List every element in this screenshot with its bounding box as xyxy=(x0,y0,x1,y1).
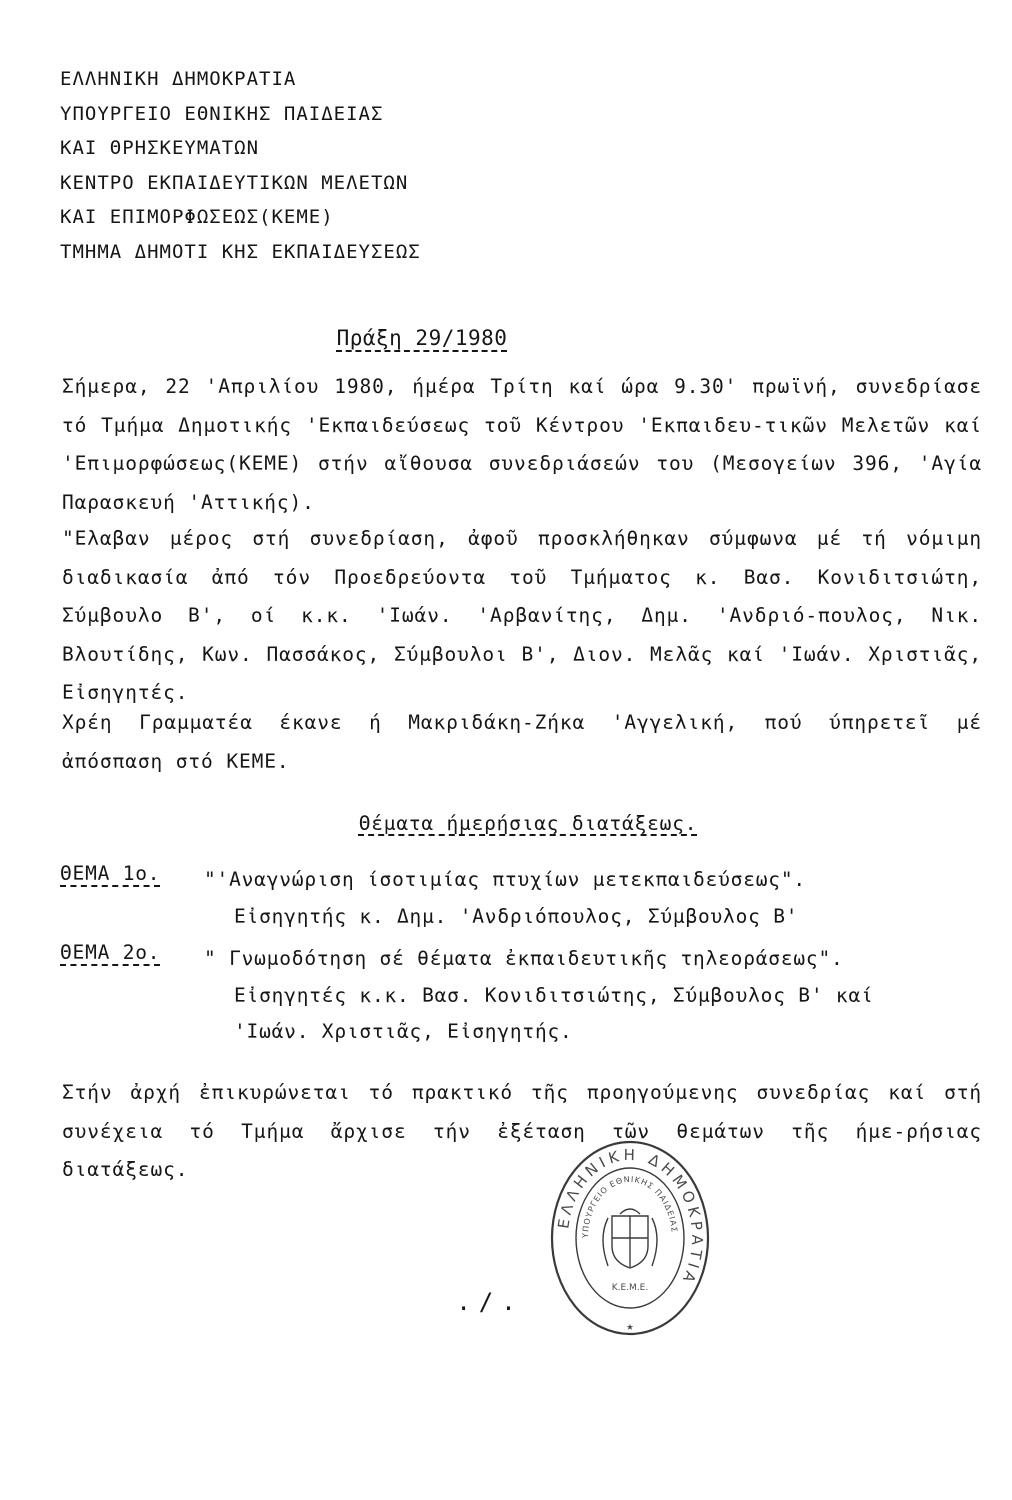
agenda-heading: Θέματα ήμερήσιας διατάξεως. xyxy=(358,812,698,835)
letterhead xyxy=(60,62,421,269)
topic-title: " Γνωμοδότηση σέ θέματα ἐκπαιδευτικῆς τηλεοράσεως". xyxy=(204,947,844,970)
star-icon: ★ xyxy=(626,1319,634,1333)
letterhead-line: ΚΑΙ ΕΠΙΜΟΡΦΩΣΕΩΣ(ΚΕΜΕ) xyxy=(60,206,334,228)
topic-body xyxy=(204,862,974,935)
topic-rapporteur: Εἰσηγητές κ.κ. Βασ. Κονιδιτσιώτης, Σύμβουλος Β' καί xyxy=(234,983,874,1007)
topic-body xyxy=(204,941,974,1051)
letterhead-line: ΤΜΗΜΑ ΔΗΜΟΤΙ ΚΗΣ ΕΚΠΑΙΔΕΥΣΕΩΣ xyxy=(60,240,421,263)
topic-rapporteur: Εἰσηγητής κ. Δημ. 'Ανδριόπουλος, Σύμβουλος Β' xyxy=(234,904,799,928)
paragraph-secretary: Χρέη Γραμματέα έκανε ή Μακριδάκη-Ζήκα 'Αγγελική, πού ύπηρετεῖ μέ ἀπόσπαση στό ΚΕΜΕ. xyxy=(62,711,982,773)
stamp-bottom-text: Κ.Ε.Μ.Ε. xyxy=(611,1283,649,1293)
stamp-inner-text: ΥΠΟΥΡΓΕΙΟ ΕΘΝΙΚΗΣ ΠΑΙΔΕΙΑΣ xyxy=(580,1174,679,1239)
stamp-seal-icon xyxy=(548,1138,712,1338)
letterhead-line: ΕΛΛΗΝΙΚΗ ΔΗΜΟΚΡΑΤΙΑ xyxy=(60,68,297,90)
topic-title: "'Αναγνώριση ίσοτιμίας πτυχίων μετεκπαιδεύσεως". xyxy=(204,868,806,891)
page-continuation-marker: ./. xyxy=(456,1288,524,1316)
paragraph-attendees: "Ελαβαν μέρος στή συνεδρίαση, ἀφοῦ προσκλήθηκαν σύμφωνα μέ τή νόμιμη διαδικασία ἀπό τόν Προεδρεύοντα τοῦ Τμήματος κ. Βασ. Κονιδιτσιώτη, Σύμβουλο Β', οί κ.κ. 'Ιωάν. 'Αρβανίτης, Δημ. 'Ανδριό-πουλος, Νικ. Βλουτίδης, Κων. Πασσάκος, Σύμβουλοι Β', Διον. Μελᾶς καί 'Ιωάν. Χριστιᾶς, Εἰσηγητές. xyxy=(62,527,982,704)
letterhead-line: ΥΠΟΥΡΓΕΙΟ ΕΘΝΙΚΗΣ ΠΑΙΔΕΙΑΣ xyxy=(60,102,384,125)
paragraph-meeting-intro: Σήμερα, 22 'Απριλίου 1980, ήμέρα Τρίτη καί ώρα 9.30' πρωϊνή, συνεδρίασε τό Τμήμα Δημοτικής 'Εκπαιδεύσεως τοῦ Κέντρου 'Εκπαιδευ-τικῶν Μελετῶν καί 'Επιμορφώσεως(ΚΕΜΕ) στήν αἴθουσα συνεδριάσεών του (Μεσογείων 396, 'Αγία Παρασκευή 'Αττικής). xyxy=(62,375,982,514)
paragraph-proceedings: Στήν ἀρχή ἐπικυρώνεται τό πρακτικό τῆς προηγούμενης συνεδρίας καί στή συνέχεια τό Τμήμα ἄρχισε τήν ἐξέταση τῶν θεμάτων τῆς ήμε-ρήσιας διατάξεως. xyxy=(62,1081,982,1181)
letterhead-line: ΚΑΙ ΘΡΗΣΚΕΥΜΑΤΩΝ xyxy=(60,137,260,159)
topic-label: ΘΕΜΑ 1ο. xyxy=(60,862,161,885)
topic-label: ΘΕΜΑ 2ο. xyxy=(60,941,161,964)
document-title: Πράξη 29/1980 xyxy=(336,326,508,350)
coat-of-arms-icon xyxy=(603,1209,657,1268)
stamp-outer-text: ΕΛΛΗΝΙΚΗ ΔΗΜΟΚΡΑΤΙΑ xyxy=(554,1145,707,1289)
official-stamp xyxy=(548,1138,712,1338)
letterhead-line: ΚΕΝΤΡΟ ΕΚΠΑΙΔΕΥΤΙΚΩΝ ΜΕΛΕΤΩΝ xyxy=(60,171,409,194)
topic-rapporteur-continued: 'Ιωάν. Χριστιᾶς, Εἰσηγητής. xyxy=(234,1020,573,1043)
